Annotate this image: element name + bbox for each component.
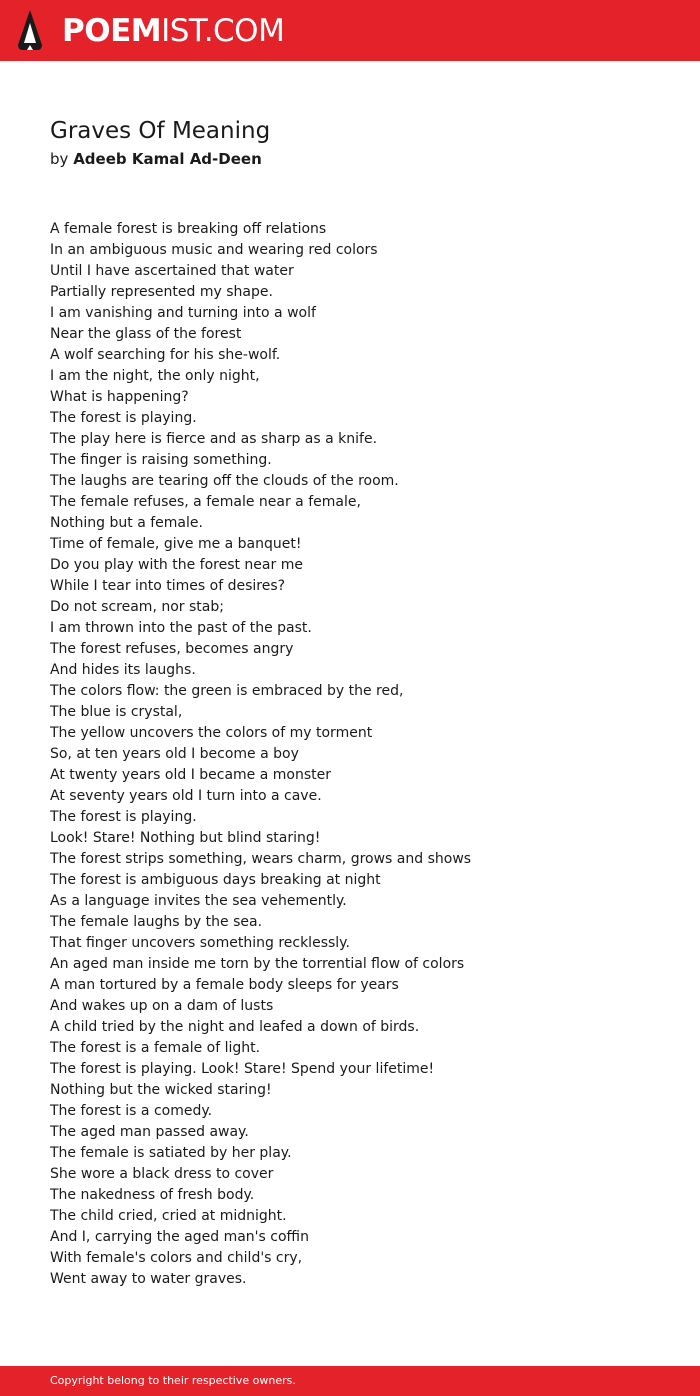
poem-line: I am the night, the only night,	[50, 368, 260, 384]
poem-line: The finger is raising something.	[50, 452, 272, 468]
poem-line: With female's colors and child's cry,	[50, 1250, 303, 1266]
poem-line: And hides its laughs.	[50, 662, 196, 678]
poem-title: Graves Of Meaning	[50, 118, 271, 144]
poem-line: The aged man passed away.	[50, 1124, 249, 1140]
poem-line: The forest is playing.	[50, 410, 197, 426]
poem-line: The nakedness of fresh body.	[50, 1187, 255, 1203]
by-label: by	[50, 150, 69, 168]
poem-line: The play here is fierce and as sharp as a knife.	[50, 431, 378, 447]
poem-line: Near the glass of the forest	[50, 326, 242, 342]
poem-line: A man tortured by a female body sleeps for years	[50, 977, 399, 993]
poem-line: An aged man inside me torn by the torrential flow of colors	[50, 956, 465, 972]
poem-line: The female refuses, a female near a female,	[50, 494, 361, 510]
poem-line: And I, carrying the aged man's coffin	[50, 1229, 309, 1245]
poem-line: What is happening?	[50, 389, 189, 405]
poem-line: That finger uncovers something recklessly.	[50, 935, 350, 951]
poem-line: The forest is a comedy.	[50, 1103, 213, 1119]
byline	[50, 148, 262, 170]
site-header	[0, 0, 700, 61]
poem-line: She wore a black dress to cover	[50, 1166, 274, 1182]
brand-light: IST.COM	[161, 13, 285, 49]
poem-line: At twenty years old I became a monster	[50, 767, 332, 783]
poem-line: The colors flow: the green is embraced by the red,	[50, 683, 404, 699]
poem-line: The blue is crystal,	[50, 704, 183, 720]
poem-line: Partially represented my shape.	[50, 284, 273, 300]
poem-line: At seventy years old I turn into a cave.	[50, 788, 322, 804]
poem-line: Look! Stare! Nothing but blind staring!	[50, 830, 321, 846]
brand-bold: POEM	[62, 13, 162, 49]
poem-line: The forest refuses, becomes angry	[50, 641, 294, 657]
poem-line: The female is satiated by her play.	[50, 1145, 292, 1161]
poem-line: The forest is a female of light.	[50, 1040, 261, 1056]
poem-line: The forest is playing. Look! Stare! Spend your lifetime!	[50, 1061, 435, 1077]
poem-line: A wolf searching for his she-wolf.	[50, 347, 281, 363]
site-footer	[0, 1366, 700, 1396]
poem-line: I am vanishing and turning into a wolf	[50, 305, 316, 321]
copyright-text: Copyright belong to their respective owners.	[50, 1374, 296, 1387]
pen-nib-icon[interactable]	[17, 9, 43, 51]
poem-line: The forest strips something, wears charm, grows and shows	[50, 851, 472, 867]
poem-line: Do not scream, nor stab;	[50, 599, 224, 615]
poem-line: A child tried by the night and leafed a down of birds.	[50, 1019, 420, 1035]
author-name[interactable]: Adeeb Kamal Ad-Deen	[73, 150, 262, 168]
poem-body	[50, 219, 471, 1290]
poem-line: The child cried, cried at midnight.	[50, 1208, 287, 1224]
poem-line: I am thrown into the past of the past.	[50, 620, 312, 636]
poem-line: Nothing but the wicked staring!	[50, 1082, 272, 1098]
poem-line: The female laughs by the sea.	[50, 914, 263, 930]
poem-line: Nothing but a female.	[50, 515, 203, 531]
poem-line: While I tear into times of desires?	[50, 578, 286, 594]
poem-line: Time of female, give me a banquet!	[50, 536, 302, 552]
poem-line: As a language invites the sea vehemently.	[50, 893, 347, 909]
poem-line: Until I have ascertained that water	[50, 263, 294, 279]
poem-line: Do you play with the forest near me	[50, 557, 303, 573]
poem-line: A female forest is breaking off relations	[50, 221, 327, 237]
poem-line: The laughs are tearing off the clouds of the room.	[50, 473, 399, 489]
poem-line: The yellow uncovers the colors of my torment	[50, 725, 373, 741]
poem-line: And wakes up on a dam of lusts	[50, 998, 274, 1014]
poem-line: The forest is playing.	[50, 809, 197, 825]
poem-line: Went away to water graves.	[50, 1271, 247, 1287]
site-logo[interactable]	[62, 11, 284, 51]
poem-line: The forest is ambiguous days breaking at night	[50, 872, 381, 888]
poem-line: In an ambiguous music and wearing red colors	[50, 242, 378, 258]
poem-line: So, at ten years old I become a boy	[50, 746, 299, 762]
